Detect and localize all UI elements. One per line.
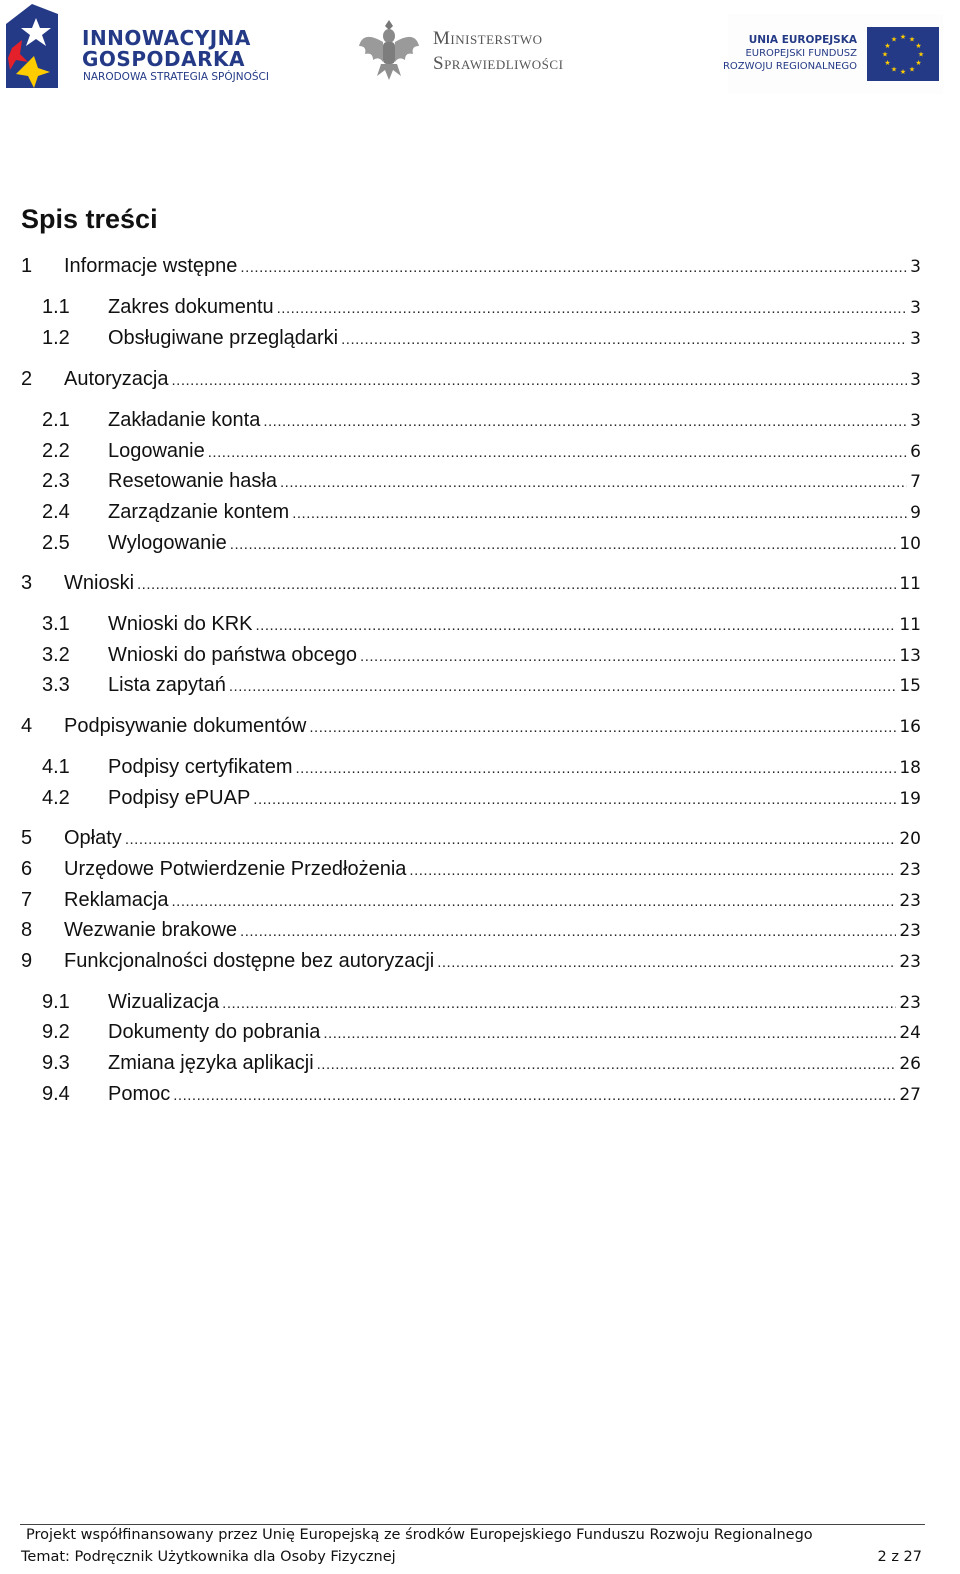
toc-entry[interactable] — [42, 988, 921, 1016]
toc-entry-number: 3.3 — [42, 674, 70, 696]
toc-entry-number: 1.1 — [42, 296, 70, 318]
svg-text:★: ★ — [884, 42, 891, 50]
toc-entry-number: 3 — [21, 572, 33, 594]
toc-entry[interactable] — [21, 569, 921, 597]
toc-entry-label[interactable]: Urzędowe Potwierdzenie Przedłożenia — [64, 858, 407, 880]
toc-leader-dots — [125, 826, 897, 854]
toc-entry[interactable] — [21, 252, 921, 280]
toc-leader-dots — [341, 326, 907, 354]
toc-entry-label[interactable]: Funkcjonalności dostępne bez autoryzacji — [64, 950, 435, 972]
toc-entry-page[interactable]: 3 — [910, 370, 921, 390]
toc-leader-dots — [409, 857, 896, 885]
toc-entry-label[interactable]: Podpisywanie dokumentów — [64, 715, 307, 737]
svg-text:★: ★ — [881, 50, 889, 59]
toc-entry-number: 8 — [21, 919, 33, 941]
toc-entry-page[interactable]: 24 — [899, 1023, 921, 1043]
toc-entry[interactable] — [42, 1049, 921, 1077]
toc-entry-number: 9.4 — [42, 1083, 70, 1105]
toc-entry[interactable] — [42, 610, 921, 638]
footer-cofinancing-note: Projekt współfinansowany przez Unię Europejską ze środków Europejskiego Funduszu Rozwoju Regionalnego — [26, 1527, 813, 1543]
toc-entry-page[interactable]: 3 — [910, 257, 921, 277]
toc-entry[interactable] — [42, 467, 921, 495]
svg-text:★: ★ — [915, 42, 922, 50]
toc-entry-label[interactable]: Pomoc — [108, 1083, 171, 1105]
toc-entry-page[interactable]: 16 — [899, 717, 921, 737]
toc-entry-label[interactable]: Obsługiwane przeglądarki — [108, 327, 339, 349]
toc-entry-label[interactable]: Wnioski — [64, 572, 135, 594]
logo-right-line3: ROZWOJU REGIONALNEGO — [722, 61, 857, 72]
toc-entry-number: 2.1 — [42, 409, 70, 431]
toc-entry-page[interactable]: 11 — [899, 574, 921, 594]
toc-entry-number: 1 — [21, 255, 33, 277]
svg-text:★: ★ — [915, 59, 922, 67]
toc-entry-number: 2 — [21, 368, 33, 390]
toc-leader-dots — [277, 295, 908, 323]
toc-leader-dots — [137, 571, 896, 599]
toc-title: Spis treści — [21, 204, 158, 234]
toc-entry[interactable] — [21, 947, 921, 975]
toc-entry-number: 1.2 — [42, 327, 70, 349]
toc-entry-number: 4 — [21, 715, 33, 737]
toc-entry[interactable] — [21, 886, 921, 914]
toc-entry-label[interactable]: Wnioski do państwa obcego — [108, 644, 358, 666]
toc-entry-label[interactable]: Logowanie — [108, 440, 205, 462]
toc-entry-number: 7 — [21, 889, 33, 911]
toc-leader-dots — [292, 500, 907, 528]
toc-leader-dots — [280, 469, 907, 497]
svg-text:★: ★ — [884, 59, 891, 67]
toc-entry[interactable] — [42, 498, 921, 526]
toc-leader-dots — [309, 714, 896, 742]
eu-flag-icon — [867, 27, 939, 81]
toc-entry-page[interactable]: 18 — [899, 758, 921, 778]
toc-entry-label[interactable]: Wylogowanie — [108, 532, 227, 554]
toc-entry-label[interactable]: Wizualizacja — [108, 991, 220, 1013]
ministry-of-justice-logo — [357, 16, 607, 86]
svg-text:★: ★ — [890, 65, 898, 74]
toc-leader-dots — [222, 990, 896, 1018]
toc-entry-number: 9.2 — [42, 1021, 70, 1043]
toc-entry-number: 9.1 — [42, 991, 70, 1013]
toc-entry-page[interactable]: 13 — [899, 646, 921, 666]
toc-leader-dots — [171, 888, 896, 916]
logo-right-line2: EUROPEJSKI FUNDUSZ — [745, 48, 857, 59]
toc-entry-number: 2.3 — [42, 470, 70, 492]
toc-entry-label[interactable]: Wezwanie brakowe — [64, 919, 238, 941]
toc-leader-dots — [208, 439, 907, 467]
toc-entry[interactable] — [42, 324, 921, 352]
toc-entry[interactable] — [42, 753, 921, 781]
toc-entry[interactable] — [42, 1018, 921, 1046]
toc-entry[interactable] — [42, 529, 921, 557]
toc-entry-label[interactable]: Dokumenty do pobrania — [108, 1021, 321, 1043]
toc-entry[interactable] — [42, 437, 921, 465]
toc-entry[interactable] — [21, 916, 921, 944]
toc-entry-page[interactable]: 27 — [899, 1085, 921, 1105]
toc-entry[interactable] — [21, 824, 921, 852]
toc-entry-label[interactable]: Lista zapytań — [108, 674, 226, 696]
toc-entry-page[interactable]: 9 — [910, 503, 921, 523]
logo-left-line2: GOSPODARKA — [82, 47, 245, 71]
toc-entry-label[interactable]: Zakładanie konta — [108, 409, 261, 431]
toc-entry[interactable] — [21, 365, 921, 393]
toc-entry-page[interactable]: 3 — [910, 411, 921, 431]
toc-entry-number: 2.4 — [42, 501, 70, 523]
toc-leader-dots — [323, 1020, 896, 1048]
logo-center-line2: Sprawiedliwości — [433, 53, 564, 74]
svg-text:★: ★ — [899, 33, 907, 41]
toc-entry-page[interactable]: 7 — [910, 472, 921, 492]
toc-entry-number: 4.2 — [42, 787, 70, 809]
toc-entry-page[interactable]: 19 — [899, 789, 921, 809]
toc-entry-label[interactable]: Podpisy certyfikatem — [108, 756, 293, 778]
toc-entry[interactable] — [42, 406, 921, 434]
innovative-economy-star-icon — [6, 4, 70, 88]
footer-divider — [20, 1524, 925, 1525]
toc-entry-page[interactable]: 6 — [910, 442, 921, 462]
toc-entry-page[interactable]: 20 — [899, 829, 921, 849]
toc-entry-number: 5 — [21, 827, 33, 849]
toc-entry-number: 4.1 — [42, 756, 70, 778]
logo-center-line1: Ministerstwo — [433, 28, 543, 49]
toc-entry[interactable] — [42, 641, 921, 669]
toc-entry-label[interactable]: Resetowanie hasła — [108, 470, 277, 492]
toc-entry-page[interactable]: 11 — [899, 615, 921, 635]
logo-right-line1: UNIA EUROPEJSKA — [748, 34, 857, 46]
footer-topic: Temat: Podręcznik Użytkownika dla Osoby Fizycznej — [21, 1549, 396, 1565]
eu-fund-logo — [722, 14, 943, 94]
toc-leader-dots — [256, 612, 897, 640]
toc-entry-number: 6 — [21, 858, 33, 880]
toc-leader-dots — [360, 643, 896, 671]
innovative-economy-logo — [6, 4, 271, 88]
toc-entry-page[interactable]: 15 — [899, 676, 921, 696]
toc-leader-dots — [240, 918, 896, 946]
toc-entry-number: 2.2 — [42, 440, 70, 462]
toc-entry-page[interactable]: 23 — [899, 860, 921, 880]
toc-entry[interactable] — [42, 293, 921, 321]
toc-entry-number: 2.5 — [42, 532, 70, 554]
svg-text:★: ★ — [890, 35, 898, 44]
toc-entry-page[interactable]: 26 — [899, 1054, 921, 1074]
toc-entry-label[interactable]: Opłaty — [64, 827, 122, 849]
svg-text:★: ★ — [899, 68, 907, 76]
logo-left-line1: INNOWACYJNA — [82, 26, 251, 50]
toc-leader-dots — [263, 408, 907, 436]
toc-entry-page[interactable]: 23 — [899, 891, 921, 911]
toc-entry-number: 9.3 — [42, 1052, 70, 1074]
toc-leader-dots — [296, 755, 897, 783]
footer-page-number: 2 z 27 — [877, 1549, 922, 1565]
toc-entry-page[interactable]: 23 — [899, 952, 921, 972]
svg-text:★: ★ — [908, 65, 916, 74]
toc-entry-number: 9 — [21, 950, 33, 972]
toc-entry[interactable] — [21, 855, 921, 883]
toc-entry-label[interactable]: Informacje wstępne — [64, 255, 238, 277]
toc-entry-page[interactable]: 23 — [899, 993, 921, 1013]
toc-entry-page[interactable]: 10 — [899, 534, 921, 554]
toc-entry-label[interactable]: Zakres dokumentu — [108, 296, 274, 318]
toc-entry-number: 3.2 — [42, 644, 70, 666]
toc-entry-label[interactable]: Reklamacja — [64, 889, 169, 911]
toc-entry-page[interactable]: 3 — [910, 329, 921, 349]
toc-leader-dots — [437, 949, 896, 977]
logo-left-line3: NARODOWA STRATEGIA SPÓJNOŚCI — [83, 71, 269, 83]
toc-entry[interactable] — [42, 1080, 921, 1108]
toc-entry-page[interactable]: 23 — [899, 921, 921, 941]
toc-leader-dots — [230, 531, 897, 559]
toc-entry[interactable] — [42, 671, 921, 699]
toc-entry-label[interactable]: Zmiana języka aplikacji — [108, 1052, 314, 1074]
toc-entry-label[interactable]: Podpisy ePUAP — [108, 787, 251, 809]
toc-entry-label[interactable]: Zarządzanie kontem — [108, 501, 290, 523]
toc-leader-dots — [240, 254, 907, 282]
toc-entry-page[interactable]: 3 — [910, 298, 921, 318]
svg-text:★: ★ — [908, 35, 916, 44]
toc-leader-dots — [173, 1082, 896, 1110]
polish-eagle-icon — [357, 16, 421, 82]
toc-leader-dots — [317, 1051, 897, 1079]
toc-entry[interactable] — [21, 712, 921, 740]
toc-leader-dots — [172, 367, 908, 395]
svg-text:★: ★ — [917, 50, 925, 59]
toc-leader-dots — [229, 673, 897, 701]
toc-leader-dots — [253, 786, 896, 814]
toc-entry-label[interactable]: Autoryzacja — [64, 368, 169, 390]
toc-entry-number: 3.1 — [42, 613, 70, 635]
toc-entry[interactable] — [42, 784, 921, 812]
toc-entry-label[interactable]: Wnioski do KRK — [108, 613, 253, 635]
